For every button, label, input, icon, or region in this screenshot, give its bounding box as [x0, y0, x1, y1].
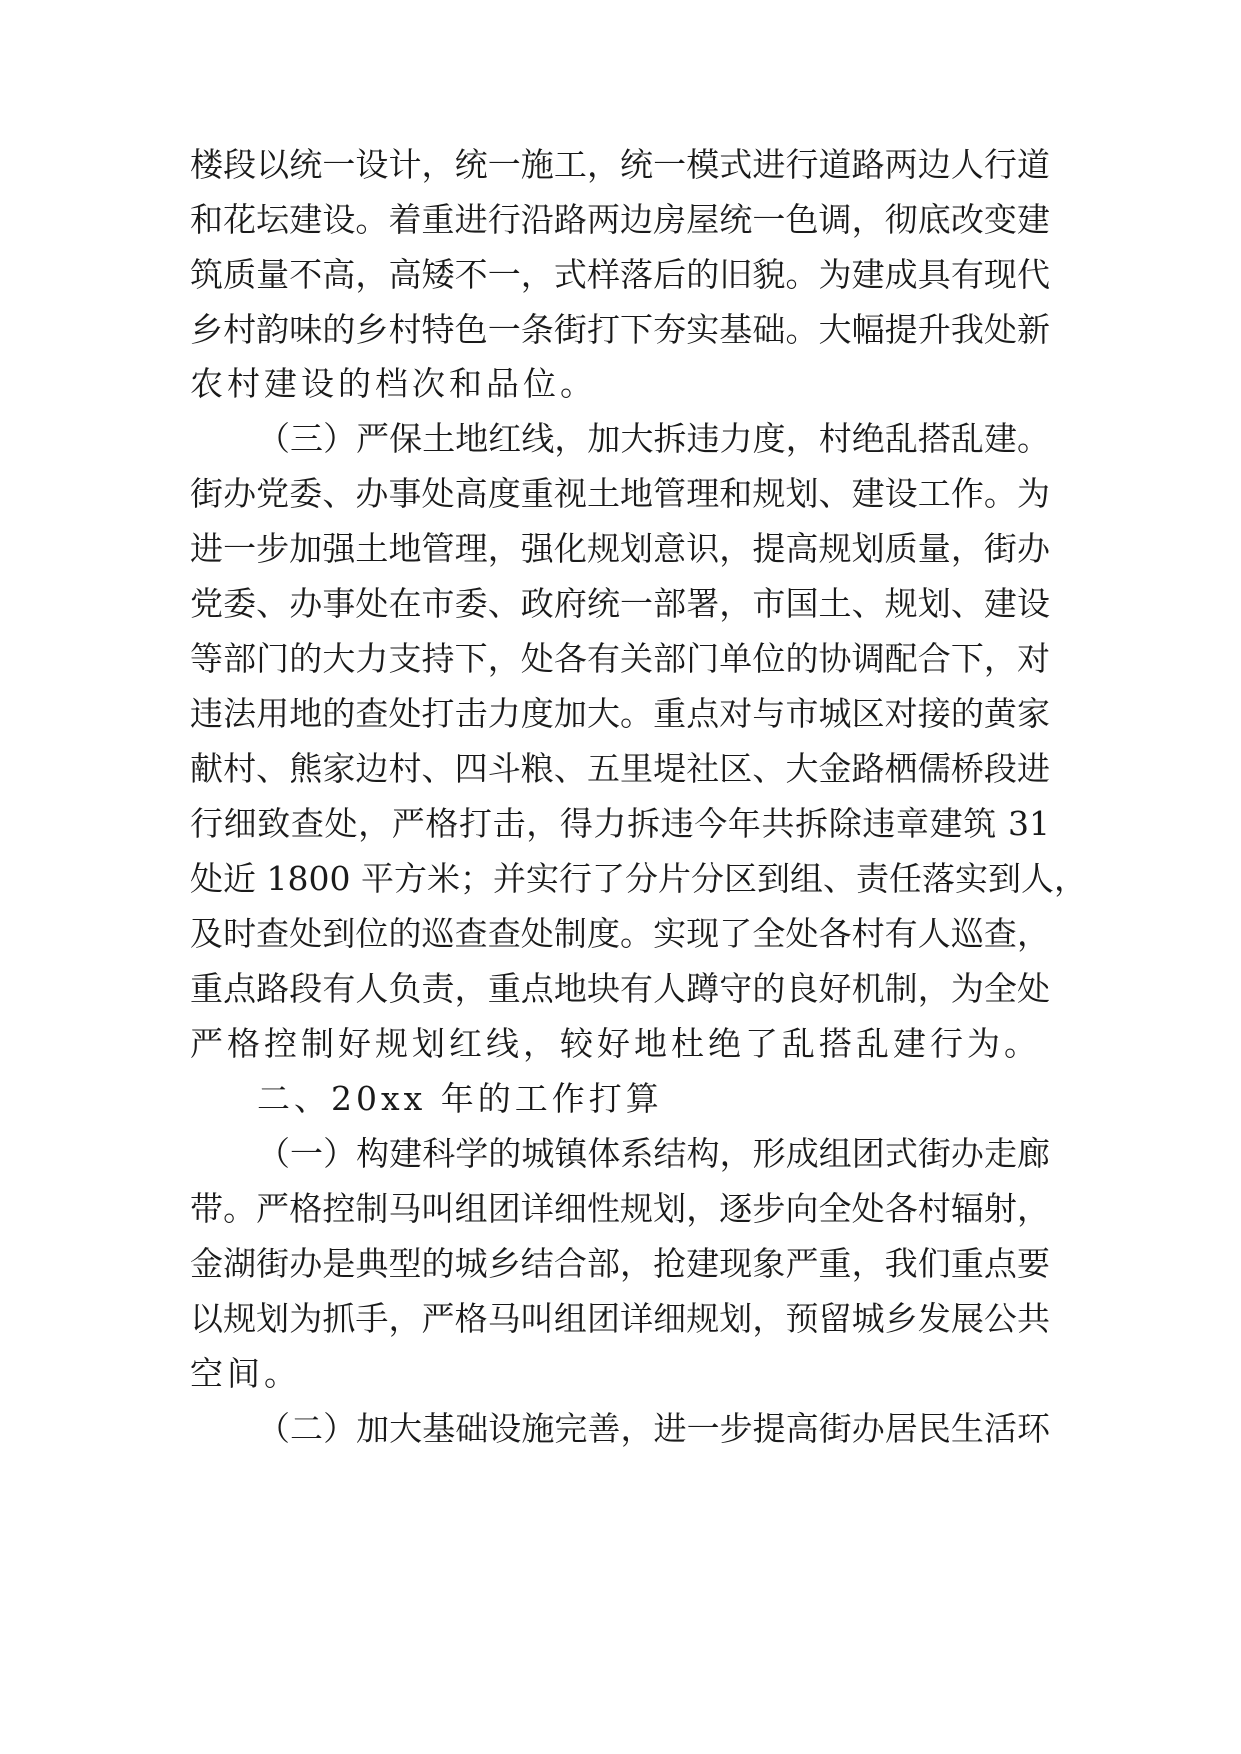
body-text-line: 进一步加强土地管理，强化规划意识，提高规划质量，街办 [190, 529, 1050, 568]
body-text-line: 和花坛建设。着重进行沿路两边房屋统一色调，彻底改变建 [190, 200, 1050, 239]
body-text-line: 筑质量不高，高矮不一，式样落后的旧貌。为建成具有现代 [190, 255, 1050, 294]
body-text-line: 乡村韵味的乡村特色一条街打下夯实基础。大幅提升我处新 [190, 310, 1050, 349]
body-text-line: 严格控制好规划红线，较好地杜绝了乱搭乱建行为。 [190, 1024, 1041, 1063]
body-text-line: 以规划为抓手，严格马叫组团详细规划，预留城乡发展公共 [190, 1299, 1050, 1338]
body-text-line: 及时查处到位的巡查查处制度。实现了全处各村有人巡查， [190, 914, 1050, 953]
body-text-line: 等部门的大力支持下，处各有关部门单位的协调配合下，对 [190, 639, 1050, 678]
body-text-line: 行细致查处，严格打击，得力拆违今年共拆除违章建筑 31 [190, 804, 1050, 843]
body-text-line: 献村、熊家边村、四斗粮、五里堤社区、大金路栖儒桥段进 [190, 749, 1050, 788]
body-text-line: 带。严格控制马叫组团详细性规划，逐步向全处各村辐射， [190, 1189, 1050, 1228]
body-text-line: 处近 1800 平方米；并实行了分片分区到组、责任落实到人， [190, 859, 1087, 898]
section-heading-2: 二、20xx 年的工作打算 [257, 1079, 663, 1118]
body-text-line: 党委、办事处在市委、政府统一部署，市国土、规划、建设 [190, 584, 1050, 623]
subsection-heading-1: （一）构建科学的城镇体系结构，形成组团式街办走廊 [257, 1134, 1050, 1173]
body-text-line: 违法用地的查处打击力度加大。重点对与市城区对接的黄家 [190, 694, 1050, 733]
subsection-heading-2: （二）加大基础设施完善，进一步提高街办居民生活环 [257, 1409, 1050, 1448]
body-text-line: 重点路段有人负责，重点地块有人蹲守的良好机制，为全处 [190, 969, 1050, 1008]
body-text-line: 金湖街办是典型的城乡结合部，抢建现象严重，我们重点要 [190, 1244, 1050, 1283]
body-text-line: 空间。 [190, 1354, 301, 1393]
section-heading-3: （三）严保土地红线，加大拆违力度，村绝乱搭乱建。 [257, 419, 1050, 458]
body-text-line: 楼段以统一设计，统一施工，统一模式进行道路两边人行道 [190, 145, 1050, 184]
body-text-line: 农村建设的档次和品位。 [190, 364, 597, 403]
body-text-line: 街办党委、办事处高度重视土地管理和规划、建设工作。为 [190, 474, 1050, 513]
